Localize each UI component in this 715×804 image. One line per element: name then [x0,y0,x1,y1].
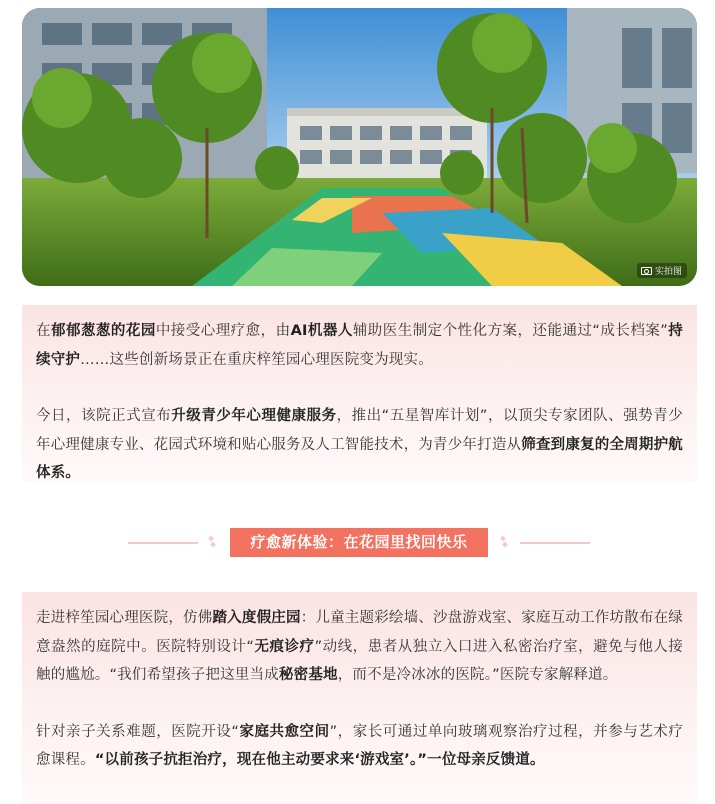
emphasis-text: 踏入度假庄园 [212,610,301,626]
emphasis-text: 升级青少年心理健康服务 [171,408,337,424]
section-title: 疗愈新体验：在花园里找回快乐 [230,528,488,557]
photo-tag [637,263,687,278]
body-text: 针对亲子关系难题，医院开设“ [36,723,240,740]
body-text: 辅助医生制定个性化方案，还能通过“成长档案” [352,323,669,339]
section-divider-left [128,542,198,544]
body-text: ：儿童主题彩绘墙、沙盘游戏室、家庭互动工作坊散布在绿意盎然的庭院中。医院特别设计“ [36,610,683,655]
emphasis-text: 秘密基地 [278,667,338,683]
emphasis-text: AI机器人 [290,323,353,339]
emphasis-text: 郁郁葱葱的花园 [50,323,156,339]
emphasis-text: “以前孩子抗拒治疗，现在他主动要求来‘游戏室’。”一位母亲反馈道。 [94,752,545,768]
experience-paragraph-2 [36,718,683,775]
body-text: ”，家长可通过单向玻璃观察治疗过程，并参与艺术疗愈课程。 [36,723,684,768]
diamond-deco-icon [206,536,218,548]
photo-tag-label: 实拍图 [654,267,682,277]
intro-card [22,305,697,481]
emphasis-text: 筛查到康复的全周期护航体系。 [36,436,683,481]
body-text: 在 [36,323,51,339]
experience-card [22,592,697,804]
section-header [0,526,715,560]
intro-paragraph-2 [36,402,683,488]
hero-photo [22,8,697,286]
emphasis-text: 家庭共愈空间 [239,723,330,740]
diamond-deco-icon [498,536,510,548]
body-text: 今日，该院正式宣布 [36,408,172,424]
body-text: ”动线，患者从独立入口进入私密治疗室，避免与他人接触的尴尬。“我们希望孩子把这里当成 [36,638,683,683]
body-text: 走进梓笙园心理医院，仿佛 [36,610,213,626]
experience-paragraph-1 [36,604,683,690]
body-text: ，而不是冷冰冰的医院。”医院专家解释道。 [337,667,618,683]
emphasis-text: 无痕诊疗 [254,638,315,655]
emphasis-text: 持续守护 [36,323,683,368]
body-text: ，推出“五星智库计划”，以顶尖专家团队、强势青少年心理健康专业、花园式环境和贴心服务及人工智能技术，为青少年打造从 [36,408,683,453]
body-text: ……这些创新场景正在重庆梓笙园心理医院变为现实。 [80,351,433,368]
section-divider-right [520,542,590,544]
intro-paragraph-1 [36,317,683,374]
camera-icon [641,267,652,275]
body-text: 中接受心理疗愈，由 [155,323,291,339]
